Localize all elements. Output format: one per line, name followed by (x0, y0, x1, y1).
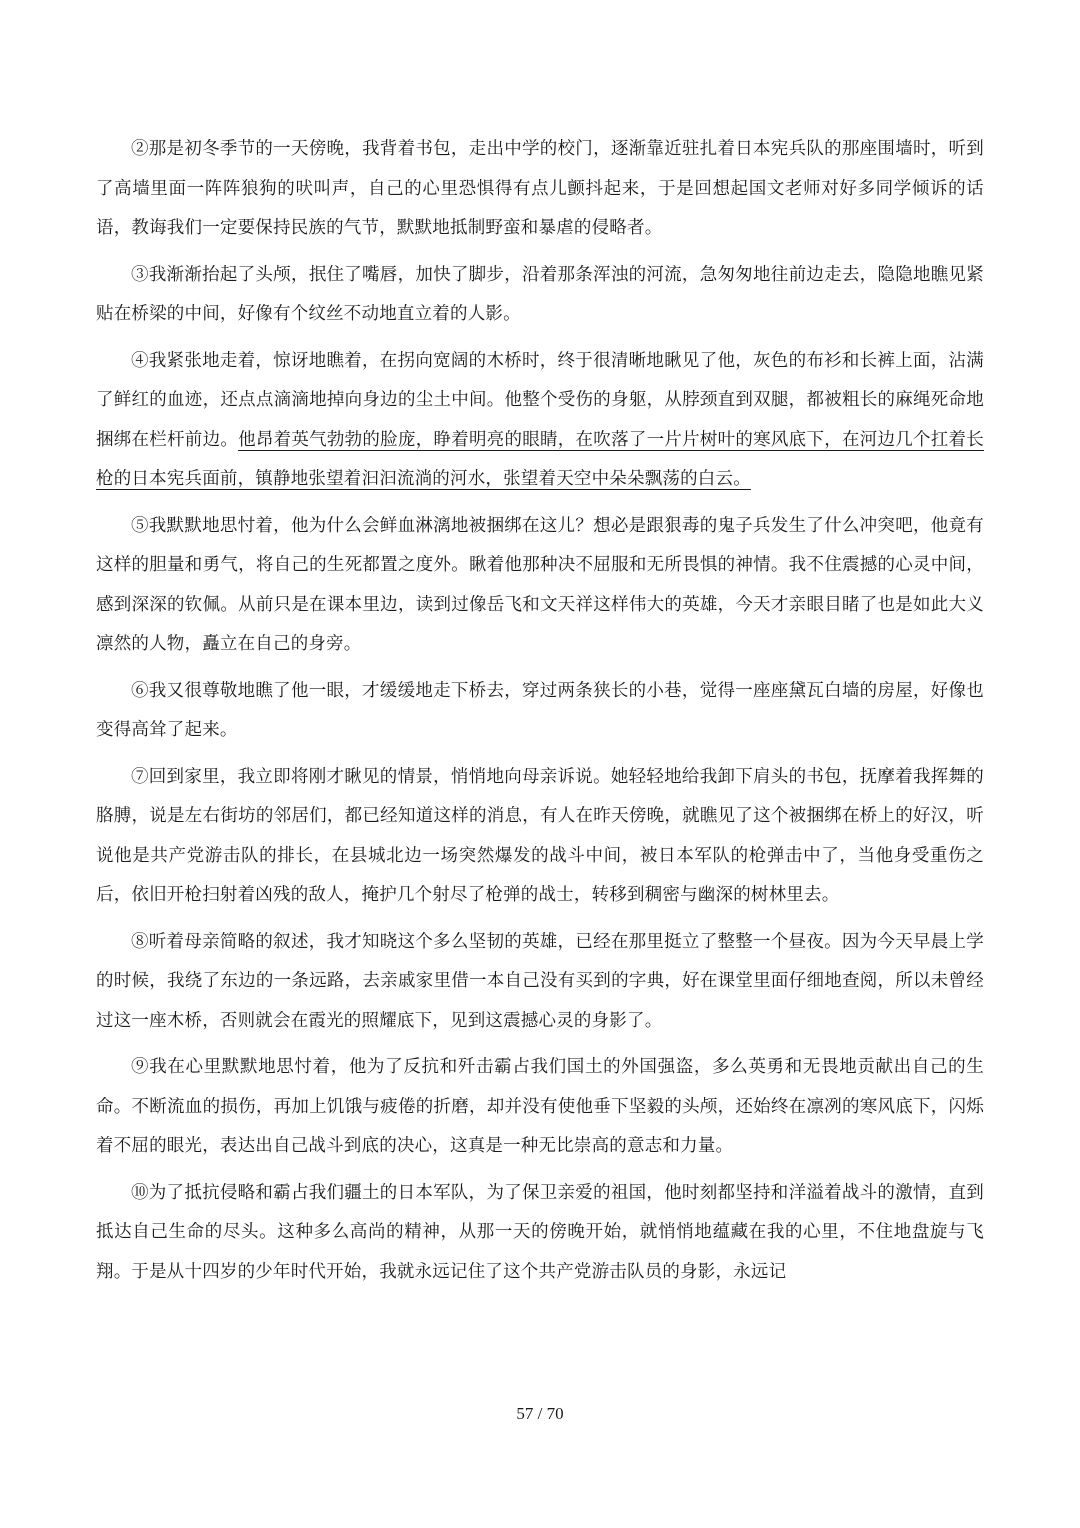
underlined-sentence: 他昂着英气勃勃的脸庞，睁着明亮的眼睛，在吹落了一片片树叶的寒风底下，在河边几个扛着长枪的日本宪兵面前，镇静地张望着汩汩流淌的河水，张望着天空中朵朵飘荡的白云。 (96, 429, 984, 489)
paragraph-text: ④我紧张地走着，惊讶地瞧着，在拐向宽阔的木桥时，终于很清晰地瞅见了他，灰色的布衫和长裤上面，沾满了鲜红的血迹，还点点滴滴地掉向身边的尘土中间。他整个受伤的身躯，从脖颈直到双腿，都被粗长的麻绳死命地捆绑在栏杆前边。 (96, 350, 984, 450)
paragraph-9 (96, 1048, 984, 1167)
paragraph-5 (96, 507, 984, 665)
paragraph-4 (96, 342, 984, 500)
paragraph-text: ⑧听着母亲简略的叙述，我才知晓这个多么坚韧的英雄，已经在那里挺立了整整一个昼夜。因为今天早晨上学的时候，我绕了东边的一条远路，去亲戚家里借一本自己没有买到的字典，好在课堂里面仔细地查阅，所以未曾经过这一座木桥，否则就会在霞光的照耀底下，见到这震撼心灵的身影了。 (96, 931, 984, 1031)
paragraph-text: ⑩为了抵抗侵略和霸占我们疆土的日本军队，为了保卫亲爱的祖国，他时刻都坚持和洋溢着战斗的激情，直到抵达自己生命的尽头。这种多么高尚的精神，从那一天的傍晚开始，就悄悄地蕴藏在我的心里，不住地盘旋与飞翔。于是从十四岁的少年时代开始，我就永远记住了这个共产党游击队员的身影，永远记 (96, 1182, 984, 1282)
paragraph-7 (96, 758, 984, 916)
paragraph-8 (96, 923, 984, 1042)
paragraph-10 (96, 1174, 984, 1293)
paragraph-text: ⑥我又很尊敬地瞧了他一眼，才缓缓地走下桥去，穿过两条狭长的小巷，觉得一座座黛瓦白墙的房屋，好像也变得高耸了起来。 (96, 680, 984, 740)
paragraph-2 (96, 130, 984, 249)
paragraph-3 (96, 256, 984, 335)
paragraph-text: ⑦回到家里，我立即将刚才瞅见的情景，悄悄地向母亲诉说。她轻轻地给我卸下肩头的书包，抚摩着我挥舞的胳膊，说是左右街坊的邻居们，都已经知道这样的消息，有人在昨天傍晚，就瞧见了这个被捆绑在桥上的好汉，听说他是共产党游击队的排长，在县城北边一场突然爆发的战斗中间，被日本军队的枪弹击中了，当他身受重伤之后，依旧开枪扫射着凶残的敌人，掩护几个射尽了枪弹的战士，转移到稠密与幽深的树林里去。 (96, 766, 984, 905)
paragraph-text: ⑤我默默地思忖着，他为什么会鲜血淋漓地被捆绑在这儿？想必是跟狠毒的鬼子兵发生了什么冲突吧，他竟有这样的胆量和勇气，将自己的生死都置之度外。瞅着他那种决不屈服和无所畏惧的神情。我不住震撼的心灵中间，感到深深的钦佩。从前只是在课本里边，读到过像岳飞和文天祥这样伟大的英雄，今天才亲眼目睹了也是如此大义凛然的人物，矗立在自己的身旁。 (96, 515, 984, 654)
page-number: 57 / 70 (516, 1404, 564, 1423)
document-body (96, 130, 984, 1299)
paragraph-6 (96, 672, 984, 751)
paragraph-text: ⑨我在心里默默地思忖着，他为了反抗和歼击霸占我们国土的外国强盗，多么英勇和无畏地贡献出自己的生命。不断流血的损伤，再加上饥饿与疲倦的折磨，却并没有使他垂下坚毅的头颅，还始终在凛冽的寒风底下，闪烁着不屈的眼光，表达出自己战斗到底的决心，这真是一种无比崇高的意志和力量。 (96, 1057, 984, 1156)
paragraph-text: ②那是初冬季节的一天傍晚，我背着书包，走出中学的校门，逐渐靠近驻扎着日本宪兵队的那座围墙时，听到了高墙里面一阵阵狼狗的吠叫声，自己的心里恐惧得有点儿颤抖起来，于是回想起国文老师对好多同学倾诉的话语，教诲我们一定要保持民族的气节，默默地抵制野蛮和暴虐的侵略者。 (96, 139, 984, 238)
paragraph-text: ③我渐渐抬起了头颅，抿住了嘴唇，加快了脚步，沿着那条浑浊的河流，急匆匆地往前边走去，隐隐地瞧见紧贴在桥梁的中间，好像有个纹丝不动地直立着的人影。 (96, 264, 984, 324)
